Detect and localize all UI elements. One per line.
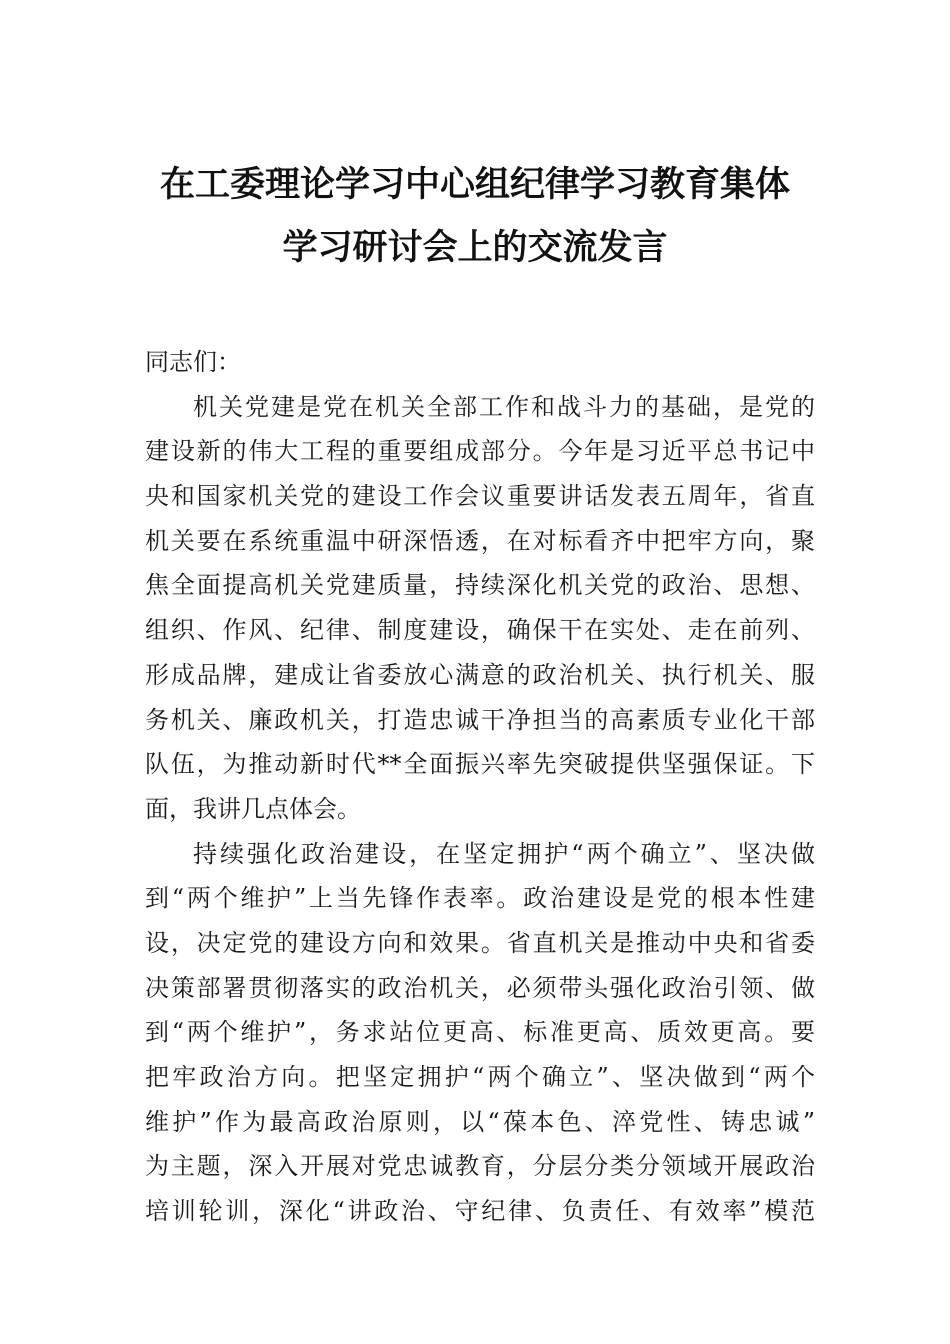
paragraph-line: 持续强化政治建设，在坚定拥护“两个确立”、坚决做 [193,839,815,868]
paragraph-line: 把牢政治方向。把坚定拥护“两个确立”、坚决做到“两个 [145,1063,815,1091]
paragraph-2 [145,832,815,1234]
paragraph-line: 到“两个维护”上当先锋作表率。政治建设是党的根本性建 [145,884,815,913]
paragraph-line: 到“两个维护”，务求站位更高、标准更高、质效更高。要 [145,1018,815,1047]
paragraph-line: 决策部署贯彻落实的政治机关，必须带头强化政治引领、做 [145,973,815,1002]
paragraph-1 [145,385,815,832]
salutation: 同志们： [145,348,241,376]
document-title-line-2: 学习研讨会上的交流发言 [282,227,668,268]
document-title-line-1: 在工委理论学习中心组纪律学习教育集体 [159,164,790,205]
paragraph-line: 机关党建是党在机关全部工作和战斗力的基础，是党的 [193,392,815,421]
paragraph-line: 为主题，深入开展对党忠诚教育，分层分类分领域开展政治 [145,1152,815,1181]
paragraph-line: 央和国家机关党的建设工作会议重要讲话发表五周年，省直 [145,482,815,511]
paragraph-line: 组织、作风、纪律、制度建设，确保干在实处、走在前列、 [145,616,815,645]
document-body [145,340,815,1234]
paragraph-line: 务机关、廉政机关，打造忠诚干净担当的高素质专业化干部 [145,705,815,734]
paragraph-line: 设，决定党的建设方向和效果。省直机关是推动中央和省委 [145,928,815,957]
paragraph-line: 面，我讲几点体会。 [145,794,361,823]
paragraph-line: 机关要在系统重温中研深悟透，在对标看齐中把牢方向，聚 [145,526,815,555]
paragraph-line: 建设新的伟大工程的重要组成部分。今年是习近平总书记中 [145,437,815,466]
paragraph-line: 队伍，为推动新时代**全面振兴率先突破提供坚强保证。下 [145,750,815,779]
paragraph-line: 形成品牌，建成让省委放心满意的政治机关、执行机关、服 [145,660,815,689]
paragraph-line: 维护”作为最高政治原则，以“葆本色、淬党性、铸忠诚” [145,1107,815,1136]
paragraph-line: 焦全面提高机关党建质量，持续深化机关党的政治、思想、 [145,571,815,600]
paragraph-line: 培训轮训，深化“讲政治、守纪律、负责任、有效率”模范 [145,1197,815,1226]
